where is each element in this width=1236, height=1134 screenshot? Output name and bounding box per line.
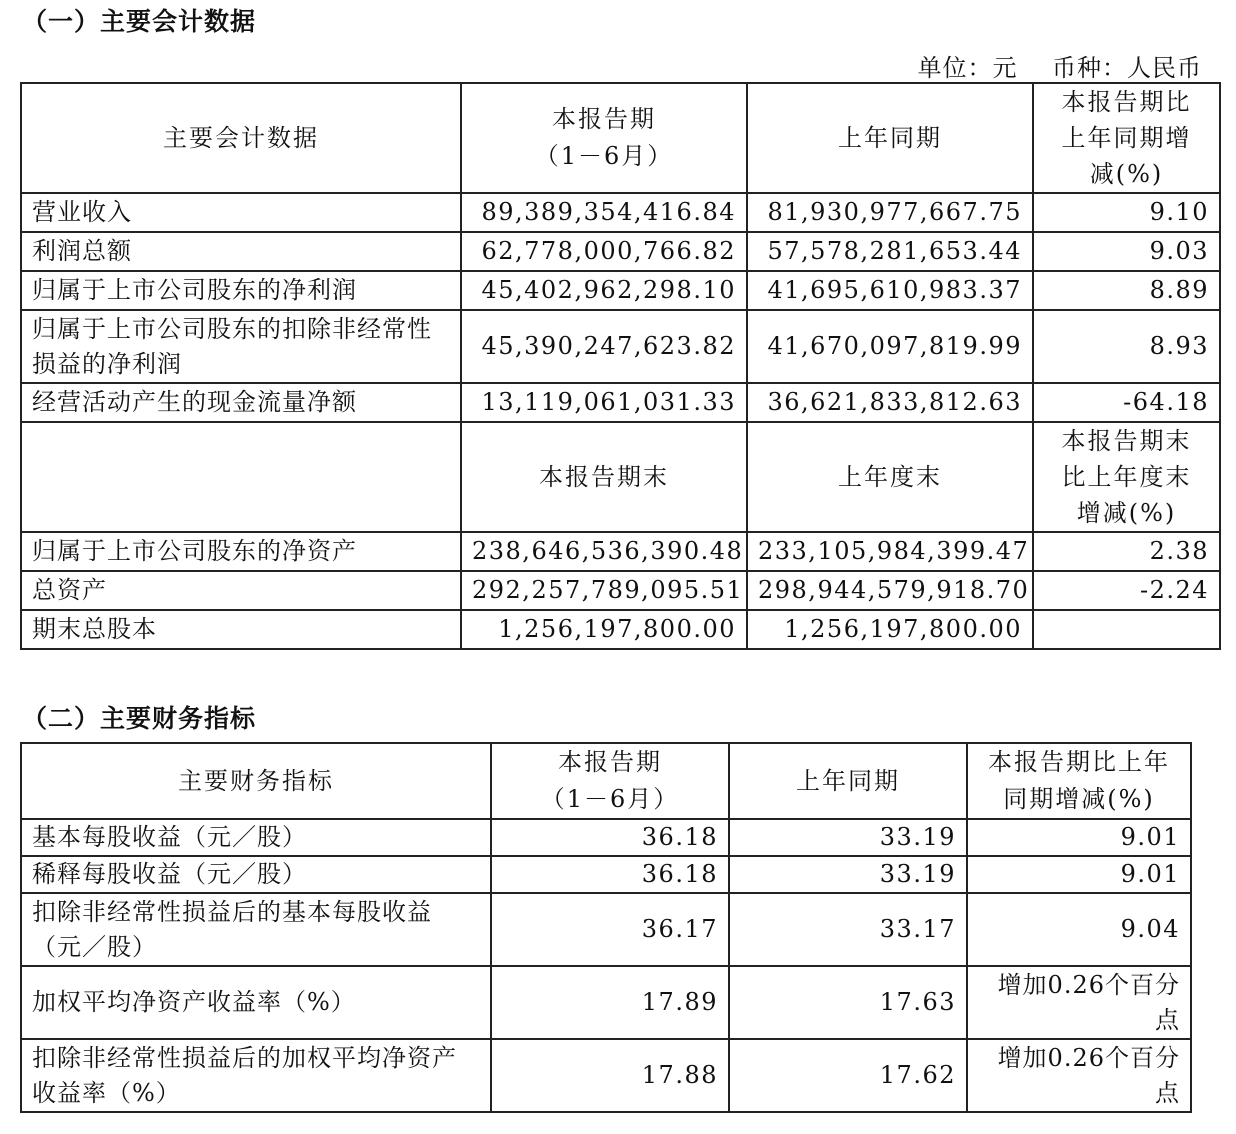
header-line: 比上年度末 xyxy=(1061,463,1192,491)
row-label: 加权平均净资产收益率（%） xyxy=(21,966,491,1039)
table-row xyxy=(21,856,1191,893)
subheader-item xyxy=(21,422,461,532)
header-prior-period: 上年同期 xyxy=(729,743,967,819)
table-row xyxy=(21,193,1220,232)
row-change: 9.01 xyxy=(967,819,1191,856)
table-header-row xyxy=(21,83,1220,193)
header-current-period xyxy=(461,83,747,193)
table-row xyxy=(21,966,1191,1039)
table-row xyxy=(21,610,1220,649)
header-line: （1－6月） xyxy=(540,785,680,814)
header-line: 减(%) xyxy=(1089,160,1164,188)
header-line: 本报告期比 xyxy=(1061,88,1192,116)
row-label: 归属于上市公司股东的扣除非经常性损益的净利润 xyxy=(21,310,461,383)
table-row xyxy=(21,232,1220,271)
row-current: 17.89 xyxy=(491,966,729,1039)
row-label: 归属于上市公司股东的净利润 xyxy=(21,271,461,310)
row-current: 36.17 xyxy=(491,893,729,966)
row-current: 238,646,536,390.48 xyxy=(461,532,747,571)
row-prior: 1,256,197,800.00 xyxy=(747,610,1033,649)
row-current: 89,389,354,416.84 xyxy=(461,193,747,232)
table-subheader-row xyxy=(21,422,1220,532)
table-row xyxy=(21,571,1220,610)
row-label: 基本每股收益（元／股） xyxy=(21,819,491,856)
row-prior: 17.62 xyxy=(729,1039,967,1112)
row-current: 62,778,000,766.82 xyxy=(461,232,747,271)
row-prior: 81,930,977,667.75 xyxy=(747,193,1033,232)
subheader-period-end: 本报告期末 xyxy=(461,422,747,532)
row-label: 稀释每股收益（元／股） xyxy=(21,856,491,893)
row-change: -2.24 xyxy=(1033,571,1220,610)
header-line: 本报告期 xyxy=(552,104,656,133)
row-label: 总资产 xyxy=(21,571,461,610)
row-change: -64.18 xyxy=(1033,383,1220,422)
row-current: 45,402,962,298.10 xyxy=(461,271,747,310)
row-current: 36.18 xyxy=(491,856,729,893)
row-prior: 41,670,097,819.99 xyxy=(747,310,1033,383)
row-current: 13,119,061,031.33 xyxy=(461,383,747,422)
row-label: 利润总额 xyxy=(21,232,461,271)
header-line: （1－6月） xyxy=(534,142,674,170)
row-change: 增加0.26个百分点 xyxy=(967,966,1191,1039)
header-change xyxy=(967,743,1191,819)
row-prior: 33.17 xyxy=(729,893,967,966)
row-label: 扣除非经常性损益后的加权平均净资产收益率（%） xyxy=(21,1039,491,1112)
header-line: 同期增减(%) xyxy=(1003,785,1155,814)
row-current: 17.88 xyxy=(491,1039,729,1112)
row-prior: 33.19 xyxy=(729,856,967,893)
table-row xyxy=(21,310,1220,383)
header-prior-period: 上年同期 xyxy=(747,83,1033,193)
row-change: 8.93 xyxy=(1033,310,1220,383)
row-label: 经营活动产生的现金流量净额 xyxy=(21,383,461,422)
header-line: 上年同期增 xyxy=(1061,124,1192,152)
section-title-financial-indicators: （二）主要财务指标 xyxy=(22,704,257,733)
table-row xyxy=(21,532,1220,571)
row-change: 增加0.26个百分点 xyxy=(967,1039,1191,1112)
header-item: 主要财务指标 xyxy=(21,743,491,819)
row-prior: 17.63 xyxy=(729,966,967,1039)
row-change: 9.04 xyxy=(967,893,1191,966)
header-line: 增减(%) xyxy=(1076,499,1177,527)
row-prior: 233,105,984,399.47 xyxy=(747,532,1033,571)
row-label: 扣除非经常性损益后的基本每股收益（元／股） xyxy=(21,893,491,966)
financial-indicators-table xyxy=(20,742,1192,1113)
unit-currency-note: 单位：元 币种：人民币 xyxy=(917,54,1202,82)
row-current: 36.18 xyxy=(491,819,729,856)
row-prior: 41,695,610,983.37 xyxy=(747,271,1033,310)
header-line: 本报告期比上年 xyxy=(988,748,1170,776)
row-prior: 33.19 xyxy=(729,819,967,856)
section-title-accounting-data: （一）主要会计数据 xyxy=(22,7,257,36)
row-prior: 298,944,579,918.70 xyxy=(747,571,1033,610)
subheader-prior-year-end: 上年度末 xyxy=(747,422,1033,532)
table-row xyxy=(21,819,1191,856)
header-change xyxy=(1033,83,1220,193)
row-prior: 57,578,281,653.44 xyxy=(747,232,1033,271)
row-label: 归属于上市公司股东的净资产 xyxy=(21,532,461,571)
table-row xyxy=(21,383,1220,422)
row-current: 292,257,789,095.51 xyxy=(461,571,747,610)
row-change: 8.89 xyxy=(1033,271,1220,310)
table-row xyxy=(21,271,1220,310)
row-current: 45,390,247,623.82 xyxy=(461,310,747,383)
header-line: 本报告期 xyxy=(558,748,662,776)
row-change xyxy=(1033,610,1220,649)
row-label: 期末总股本 xyxy=(21,610,461,649)
accounting-data-table xyxy=(20,82,1221,650)
subheader-change xyxy=(1033,422,1220,532)
table-row xyxy=(21,1039,1191,1112)
row-change: 9.03 xyxy=(1033,232,1220,271)
row-current: 1,256,197,800.00 xyxy=(461,610,747,649)
row-change: 2.38 xyxy=(1033,532,1220,571)
table-header-row xyxy=(21,743,1191,819)
table-row xyxy=(21,893,1191,966)
header-item: 主要会计数据 xyxy=(21,83,461,193)
header-line: 本报告期末 xyxy=(1061,427,1192,455)
row-change: 9.10 xyxy=(1033,193,1220,232)
row-label: 营业收入 xyxy=(21,193,461,232)
header-current-period xyxy=(491,743,729,819)
row-change: 9.01 xyxy=(967,856,1191,893)
row-prior: 36,621,833,812.63 xyxy=(747,383,1033,422)
